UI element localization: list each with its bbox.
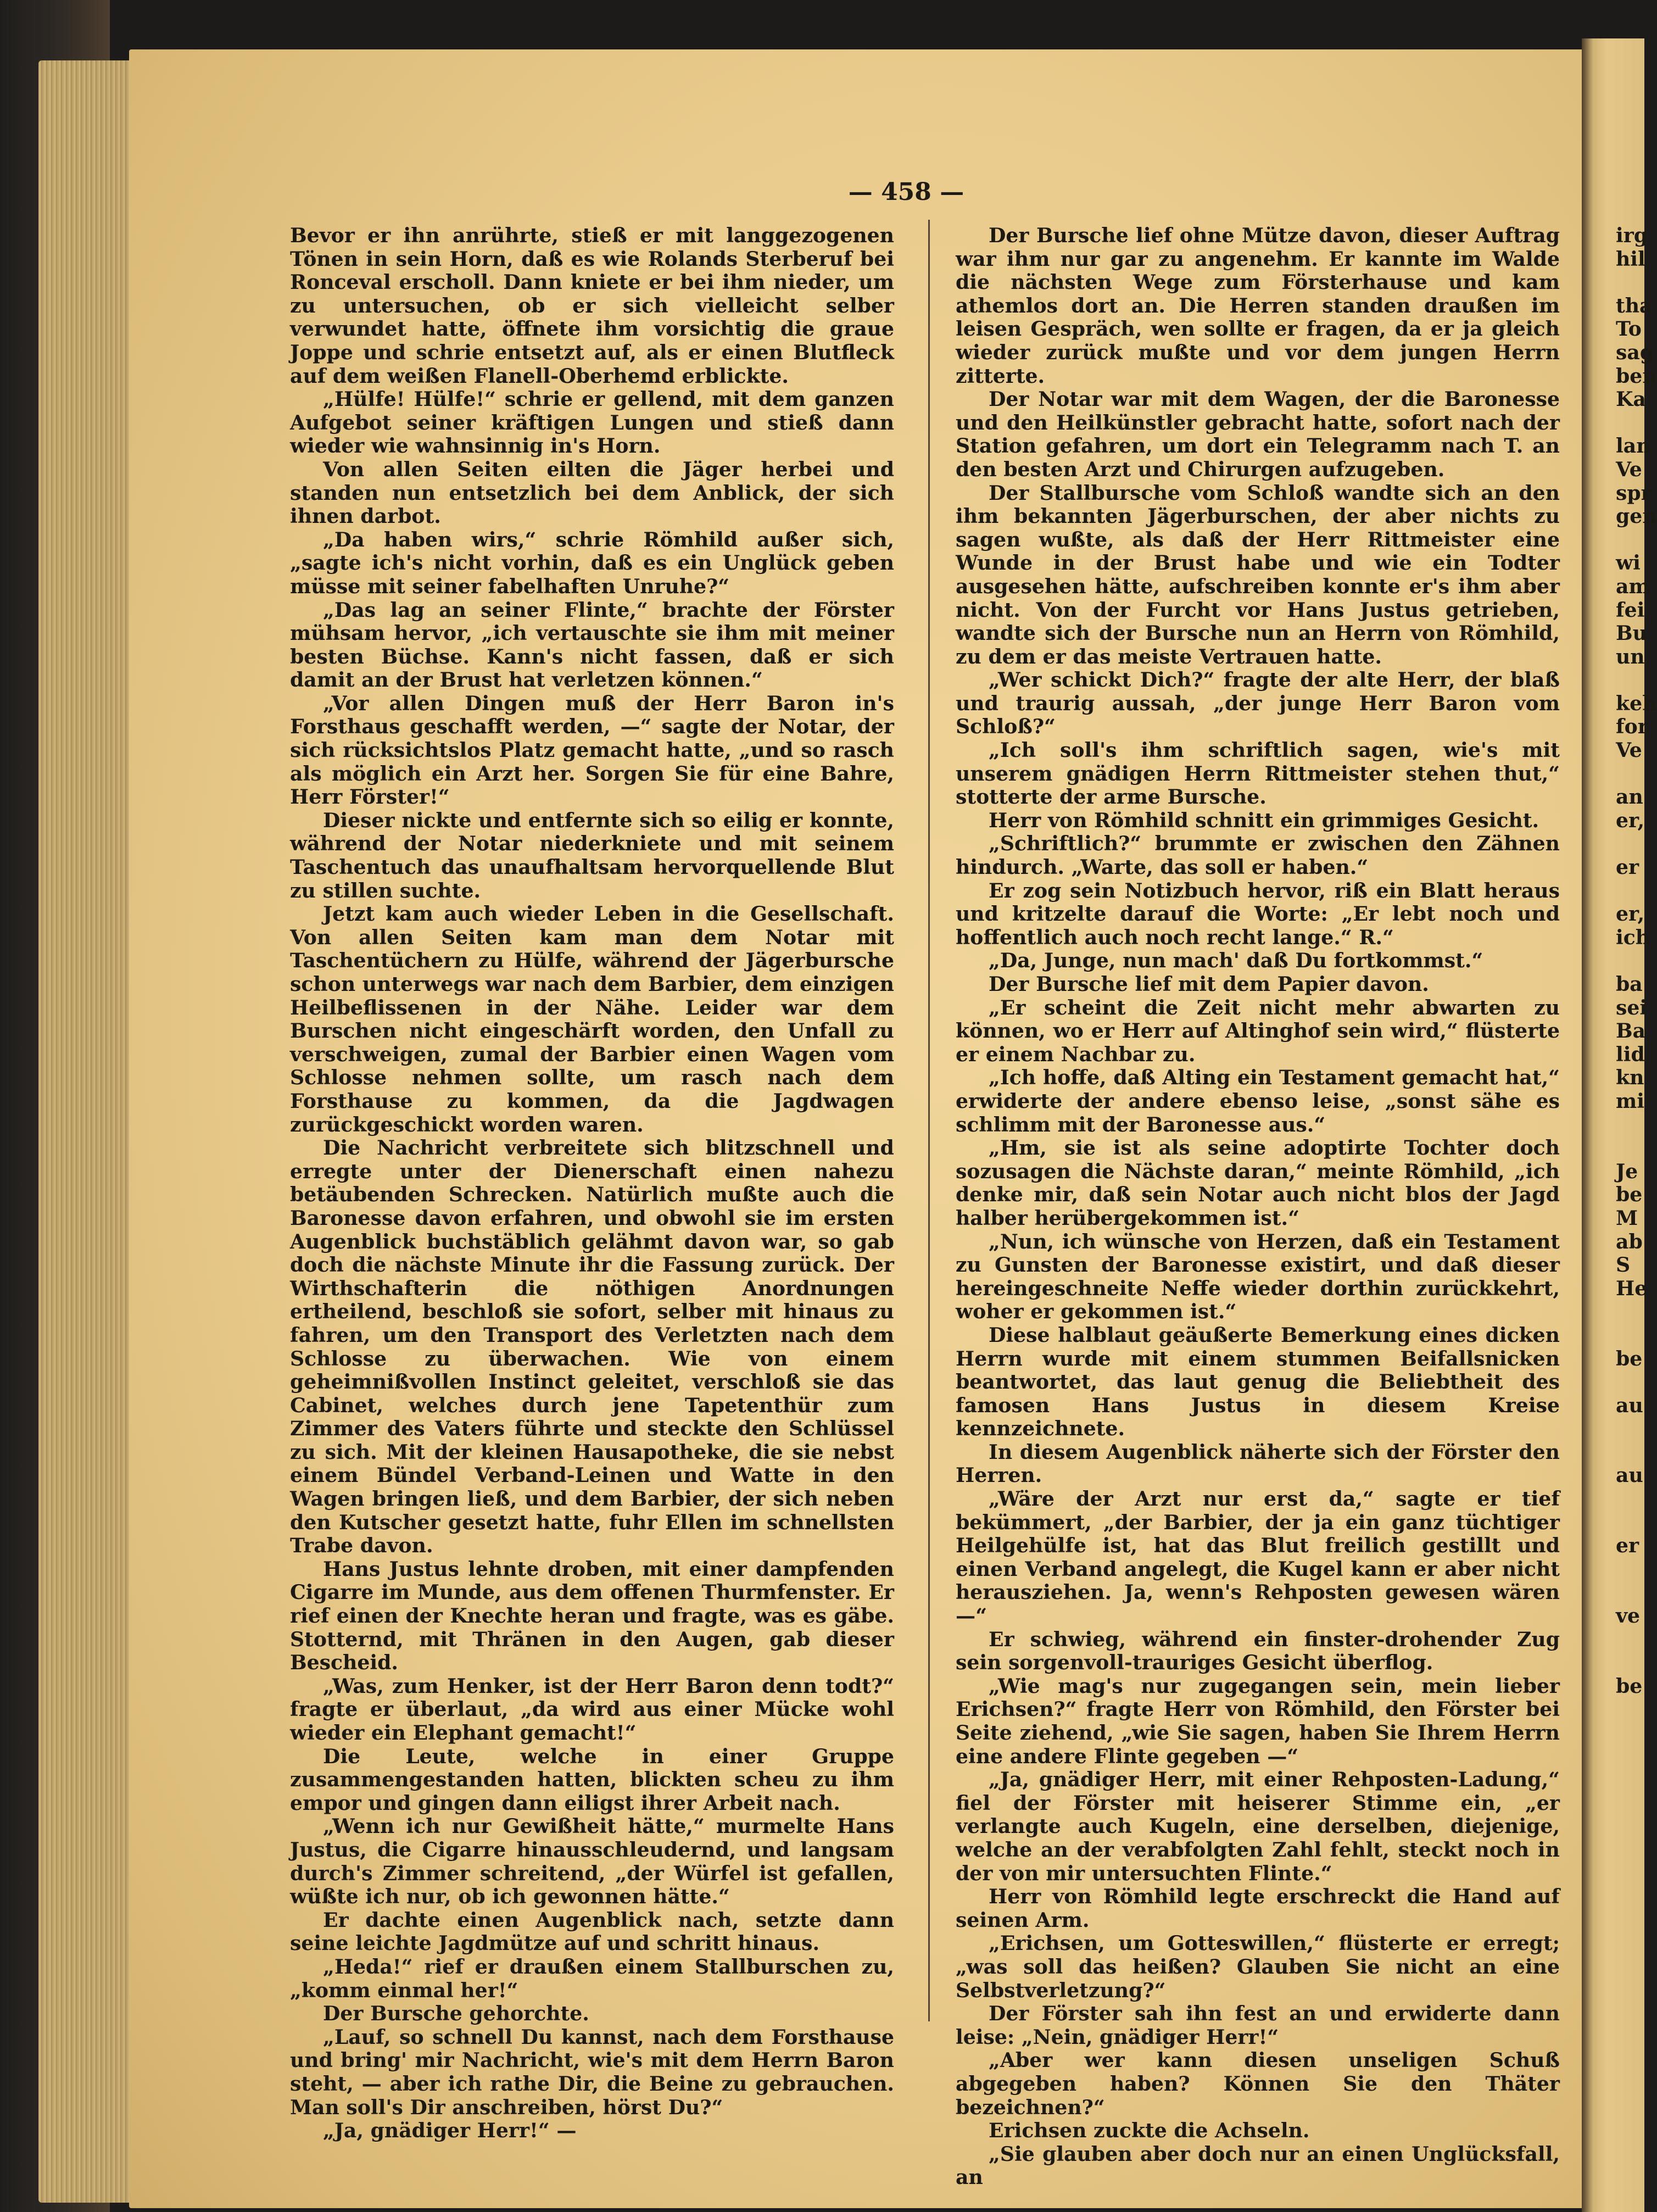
line-fragment (1616, 411, 1644, 435)
line-fragment: S (1616, 1253, 1631, 1277)
line-fragment (1616, 1651, 1644, 1675)
paragraph: Die Nachricht verbreitete sich blitzschnell und erregte unter der Dienerschaft einen nahezu betäubenden Schrecken. Natürlich mußte auch die Baronesse davon erfahren, und obwohl sie im ersten Augenblick buchstäblich gelähmt davon war, so gab doch die nächste Minute ihr die Fassung zurück. Der Wirthschafterin die nöthigen Anordnungen ertheilend, beschloß sie sofort, selber mit hinaus zu fahren, um den Transport des Verletzten nach dem Schlosse zu überwachen. Wie von einem geheimnißvollen Instinct geleitet, verschloß sie das Cabinet, welches durch jene Tapetenthür zum Zimmer des Vaters führte und steckte den Schlüssel zu sich. Mit der kleinen Hausapotheke, die sie nebst einem Bündel Verband-Leinen und Watte in den Wagen bringen ließ, und dem Barbier, der sich neben den Kutscher gesetzt hatte, fuhr Ellen im schnellsten Trabe davon. (290, 1136, 894, 1558)
line-fragment: Je (1616, 1159, 1638, 1183)
line-fragment: er (1616, 1534, 1639, 1558)
line-fragment: mi (1616, 1089, 1645, 1113)
line-fragment: tha (1616, 293, 1653, 317)
line-fragment: hil (1616, 247, 1645, 271)
paragraph: „Ich soll's ihm schriftlich sagen, wie's mit unserem gnädigen Herrn Rittmeister stehen thut,“ stotterte der arme Bursche. (956, 738, 1560, 809)
paragraph: Bevor er ihn anrührte, stieß er mit langgezogenen Tönen in sein Horn, daß es wie Rolands Sterberuf bei Ronceval erscholl. Dann kniete er bei ihm nieder, um zu untersuchen, ob er sich vielleicht selber verwundet hatte, öffnete ihm vorsichtig die graue Joppe und schrie entsetzt auf, als er einen Blutfleck auf dem weißen Flanell-Oberhemd erblickte. (290, 224, 894, 388)
paragraph: „Da, Junge, nun mach' daß Du fortkommst.“ (989, 949, 1483, 973)
line-fragment: ve (1616, 1604, 1641, 1628)
line-fragment (1616, 668, 1644, 692)
line-fragment: Bu (1616, 621, 1647, 645)
line-fragment: be (1616, 1183, 1643, 1207)
paragraph: „Da haben wirs,“ schrie Römhild außer sich, „sagte ich's nicht vorhin, daß es ein Unglück geben müsse mit seiner fabelhaften Unruhe?“ (290, 527, 894, 598)
page-edges (38, 60, 137, 2203)
line-fragment: spr (1616, 481, 1652, 505)
paragraph: Diese halblaut geäußerte Bemerkung eines dicken Herrn wurde mit einem stummen Beifallsnicken beantwortet, das laut genug die Beliebtheit des famosen Hans Justus in diesem Kreise kennzeichnete. (956, 1323, 1560, 1441)
paragraph: „Ja, gnädiger Herr, mit einer Rehposten-Ladung,“ fiel der Förster mit heiserer Stimme ein, „er verlangte auch Kugeln, eine derselben, diejenige, welche an der verabfolgten Zahl fehlt, steckt noch in der von mir untersuchten Flinte.“ (956, 1768, 1560, 1885)
line-fragment: Ba (1616, 1019, 1646, 1043)
line-fragment (1616, 1511, 1644, 1535)
line-fragment: gen (1616, 504, 1657, 528)
line-fragment: be (1616, 1346, 1643, 1370)
line-fragment: sag (1616, 340, 1654, 364)
paragraph: „Heda!“ rief er draußen einem Stallburschen zu, „komm einmal her!“ (290, 1954, 894, 2002)
line-fragment: un (1616, 644, 1645, 668)
paragraph: „Was, zum Henker, ist der Herr Baron denn todt?“ fragte er überlaut, „da wird aus einer Mücke wohl wieder ein Elephant gemacht!“ (290, 1674, 894, 1745)
left-text-column (290, 224, 894, 2143)
paragraph: Hans Justus lehnte droben, mit einer dampfenden Cigarre im Munde, aus dem offenen Thurmfenster. Er rief einen der Knechte heran und fragte, was es gäbe. Stotternd, mit Thränen in den Augen, gab dieser Bescheid. (290, 1557, 894, 1675)
line-fragment: wi (1616, 551, 1641, 575)
paragraph: „Ich hoffe, daß Alting ein Testament gemacht hat,“ erwiderte der andere ebenso leise, „sonst sähe es schlimm mit der Baronesse aus.“ (956, 1066, 1560, 1136)
page-number: — 458 — (848, 178, 964, 206)
line-fragment: lid (1616, 1042, 1645, 1066)
line-fragment (1616, 528, 1644, 552)
paragraph: „Sie glauben aber doch nur an einen Unglücksfall, an (956, 2142, 1560, 2189)
paragraph: „Hm, sie ist als seine adoptirte Tochter doch sozusagen die Nächste daran,“ meinte Römhild, „ich denke mir, daß sein Notar auch nicht blos der Jagd halber herübergekommen ist.“ (956, 1136, 1560, 1230)
line-fragment (1616, 1441, 1644, 1464)
paragraph: Der Stallbursche vom Schloß wandte sich an den ihm bekannten Jägerburschen, der aber nichts zu sagen wußte, als daß der Herr Rittmeister eine Wunde in der Brust habe und wie ein Todter ausgesehen hätte, aufschreiben konnte er's ihm aber nicht. Von der Furcht vor Hans Justus getrieben, wandte sich der Bursche nun an Herrn von Römhild, zu dem er das meiste Vertrauen hatte. (956, 481, 1560, 668)
line-fragment (1616, 1487, 1644, 1511)
line-fragment: fei (1616, 598, 1645, 622)
paragraph: Herr von Römhild legte erschreckt die Hand auf seinen Arm. (956, 1885, 1560, 1932)
line-fragment: M (1616, 1206, 1638, 1230)
line-fragment (1616, 1300, 1644, 1324)
line-fragment: To (1616, 317, 1642, 341)
paragraph: Der Notar war mit dem Wagen, der die Baronesse und den Heilkünstler gebracht hatte, sofort nach der Station gefahren, um dort ein Telegramm nach T. an den besten Arzt und Chirurgen aufzugeben. (956, 387, 1560, 481)
paragraph: Jetzt kam auch wieder Leben in die Gesellschaft. Von allen Seiten kam man dem Notar mit Taschentüchern zu Hülfe, während der Jägerbursche schon unterwegs war nach dem Barbier, dem einzigen Heilbeflissenen in der Nähe. Leider war dem Burschen nicht eingeschärft worden, den Unfall zu verschweigen, zumal der Barbier einen Wagen vom Schlosse nehmen sollte, um rasch nach dem Forsthause zu kommen, da die Jagdwagen zurückgeschickt worden waren. (290, 902, 894, 1136)
line-fragment (1616, 949, 1644, 973)
paragraph: Er schwieg, während ein finster-drohender Zug sein sorgenvoll-trauriges Gesicht überflog. (956, 1627, 1560, 1675)
line-fragment (1616, 1417, 1644, 1441)
paragraph: „Wenn ich nur Gewißheit hätte,“ murmelte Hans Justus, die Cigarre hinausschleudernd, und langsam durch's Zimmer schreitend, „der Würfel ist gefallen, wüßte ich nur, ob ich gewonnen hätte.“ (290, 1814, 894, 1909)
paragraph: Der Bursche lief mit dem Papier davon. (989, 972, 1429, 996)
paragraph: „Nun, ich wünsche von Herzen, daß ein Testament zu Gunsten der Baronesse existirt, und daß dieser hereingeschneite Neffe wieder dorthin zurückkehrt, woher er gekommen ist.“ (956, 1229, 1560, 1324)
paragraph: „Erichsen, um Gotteswillen,“ flüsterte er erregt; „was soll das heißen? Glauben Sie nicht an eine Selbstverletzung?“ (956, 1931, 1560, 2002)
line-fragment (1616, 1370, 1644, 1394)
line-fragment: er (1616, 855, 1639, 879)
paragraph: Der Förster sah ihn fest an und erwiderte dann leise: „Nein, gnädiger Herr!“ (956, 2002, 1560, 2049)
line-fragment: Ve (1616, 738, 1642, 762)
line-fragment: kn (1616, 1066, 1644, 1090)
line-fragment (1616, 1324, 1644, 1347)
line-fragment (1616, 1628, 1644, 1652)
line-fragment: ich (1616, 925, 1650, 949)
paragraph: Dieser nickte und entfernte sich so eilig er konnte, während der Notar niederkniete und mit seinem Taschentuch das unaufhaltsam hervorquellende Blut zu stillen suchte. (290, 808, 894, 902)
line-fragment: ben (1616, 364, 1657, 388)
paragraph: Er dachte einen Augenblick nach, setzte dann seine leichte Jagdmütze auf und schritt hinaus. (290, 1908, 894, 1955)
line-fragment (1616, 1113, 1644, 1137)
line-fragment: keh (1616, 691, 1657, 715)
line-fragment: irg (1616, 224, 1648, 247)
line-fragment: for (1616, 715, 1648, 739)
paragraph: Erichsen zuckte die Achseln. (989, 2119, 1310, 2143)
paragraph: Von allen Seiten eilten die Jäger herbei und standen nun entsetzlich bei dem Anblick, der sich ihnen darbot. (290, 457, 894, 528)
paragraph: Herr von Römhild schnitt ein grimmiges Gesicht. (989, 808, 1539, 832)
line-fragment (1616, 832, 1644, 856)
paragraph: „Ja, gnädiger Herr!“ — (323, 2119, 577, 2143)
line-fragment (1616, 1581, 1644, 1604)
paragraph: Der Bursche lief ohne Mütze davon, dieser Auftrag war ihm nur gar zu angenehm. Er kannte im Walde die nächsten Wege zum Försterhause und kam athemlos dort an. Die Herren standen draußen im leisen Gespräch, wen sollte er fragen, da er ja gleich wieder zurück mußte und vor dem jungen Herrn zitterte. (956, 224, 1560, 388)
paragraph: „Wie mag's nur zugegangen sein, mein lieber Erichsen?“ fragte Herr von Römhild, den Förster bei Seite ziehend, „wie Sie sagen, haben Sie Ihrem Herrn eine andere Flinte gegeben —“ (956, 1674, 1560, 1768)
paragraph: „Er scheint die Zeit nicht mehr abwarten zu können, wo er Herr auf Altinghof sein wird,“ flüsterte er einem Nachbar zu. (956, 995, 1560, 1066)
paragraph: „Hülfe! Hülfe!“ schrie er gellend, mit dem ganzen Aufgebot seiner kräftigen Lungen und stieß dann wieder wie wahnsinnig in's Horn. (290, 387, 894, 458)
line-fragment (1616, 1136, 1644, 1160)
line-fragment: ba (1616, 972, 1643, 996)
line-fragment: er, (1616, 902, 1645, 926)
line-fragment: er, (1616, 808, 1645, 832)
right-text-column (956, 224, 1560, 2189)
line-fragment: lan (1616, 434, 1651, 458)
line-fragment: ab (1616, 1229, 1643, 1253)
line-fragment: au (1616, 1393, 1643, 1417)
paragraph: „Das lag an seiner Flinte,“ brachte der Förster mühsam hervor, „ich vertauschte sie ihm mit meiner besten Büchse. Kann's nicht fassen, daß er sich damit an der Brust hat verletzen können.“ (290, 598, 894, 692)
paragraph: „Lauf, so schnell Du kannst, nach dem Forsthause und bring' mir Nachricht, wie's mit dem Herrn Baron steht, — aber ich rathe Dir, die Beine zu gebrauchen. Man soll's Dir anschreiben, hörst Du?“ (290, 2025, 894, 2119)
column-divider (928, 220, 930, 2021)
paragraph: Er zog sein Notizbuch hervor, riß ein Blatt heraus und kritzelte darauf die Worte: „Er lebt noch und hoffentlich auch noch recht lange.“ R.“ (956, 878, 1560, 949)
line-fragment: be (1616, 1674, 1643, 1698)
line-fragment (1616, 879, 1644, 903)
line-fragment (1616, 271, 1644, 294)
line-fragment: an (1616, 785, 1643, 809)
line-fragment: He (1616, 1276, 1648, 1300)
line-fragment: sei (1616, 995, 1648, 1019)
paragraph: „Schriftlich?“ brummte er zwischen den Zähnen hindurch. „Warte, das soll er haben.“ (956, 832, 1560, 879)
line-fragment: am (1616, 574, 1650, 598)
line-fragment (1616, 1558, 1644, 1581)
line-fragment: au (1616, 1463, 1643, 1487)
paragraph: Der Bursche gehorchte. (323, 2002, 589, 2026)
paragraph: Die Leute, welche in einer Gruppe zusammengestanden hatten, blickten scheu zu ihm empor und gingen dann eiligst ihrer Arbeit nach. (290, 1744, 894, 1815)
paragraph: „Wäre der Arzt nur erst da,“ sagte er tief bekümmert, „der Barbier, der ja ein ganz tüchtiger Heilgehülfe ist, hat das Blut freilich gestillt und einen Verband angelegt, die Kugel kann er aber nicht herausziehen. Ja, wenn's Rehposten gewesen wären —“ (956, 1487, 1560, 1628)
line-fragment: Ve (1616, 457, 1642, 481)
line-fragment (1616, 762, 1644, 786)
line-fragment: Ka (1616, 387, 1646, 411)
paragraph: In diesem Augenblick näherte sich der Förster den Herren. (956, 1440, 1560, 1487)
paragraph: „Wer schickt Dich?“ fragte der alte Herr, der blaß und traurig aussah, „der junge Herr Baron vom Schloß?“ (956, 668, 1560, 739)
paragraph: „Aber wer kann diesen unseligen Schuß abgegeben haben? Können Sie den Thäter bezeichnen?“ (956, 2048, 1560, 2119)
adjacent-page-text (1616, 224, 1657, 1698)
paragraph: „Vor allen Dingen muß der Herr Baron in's Forsthaus geschafft werden, —“ sagte der Notar, der sich rücksichtslos Platz gemacht hatte, „und so rasch als möglich ein Arzt her. Sorgen Sie für eine Bahre, Herr Förster!“ (290, 691, 894, 809)
